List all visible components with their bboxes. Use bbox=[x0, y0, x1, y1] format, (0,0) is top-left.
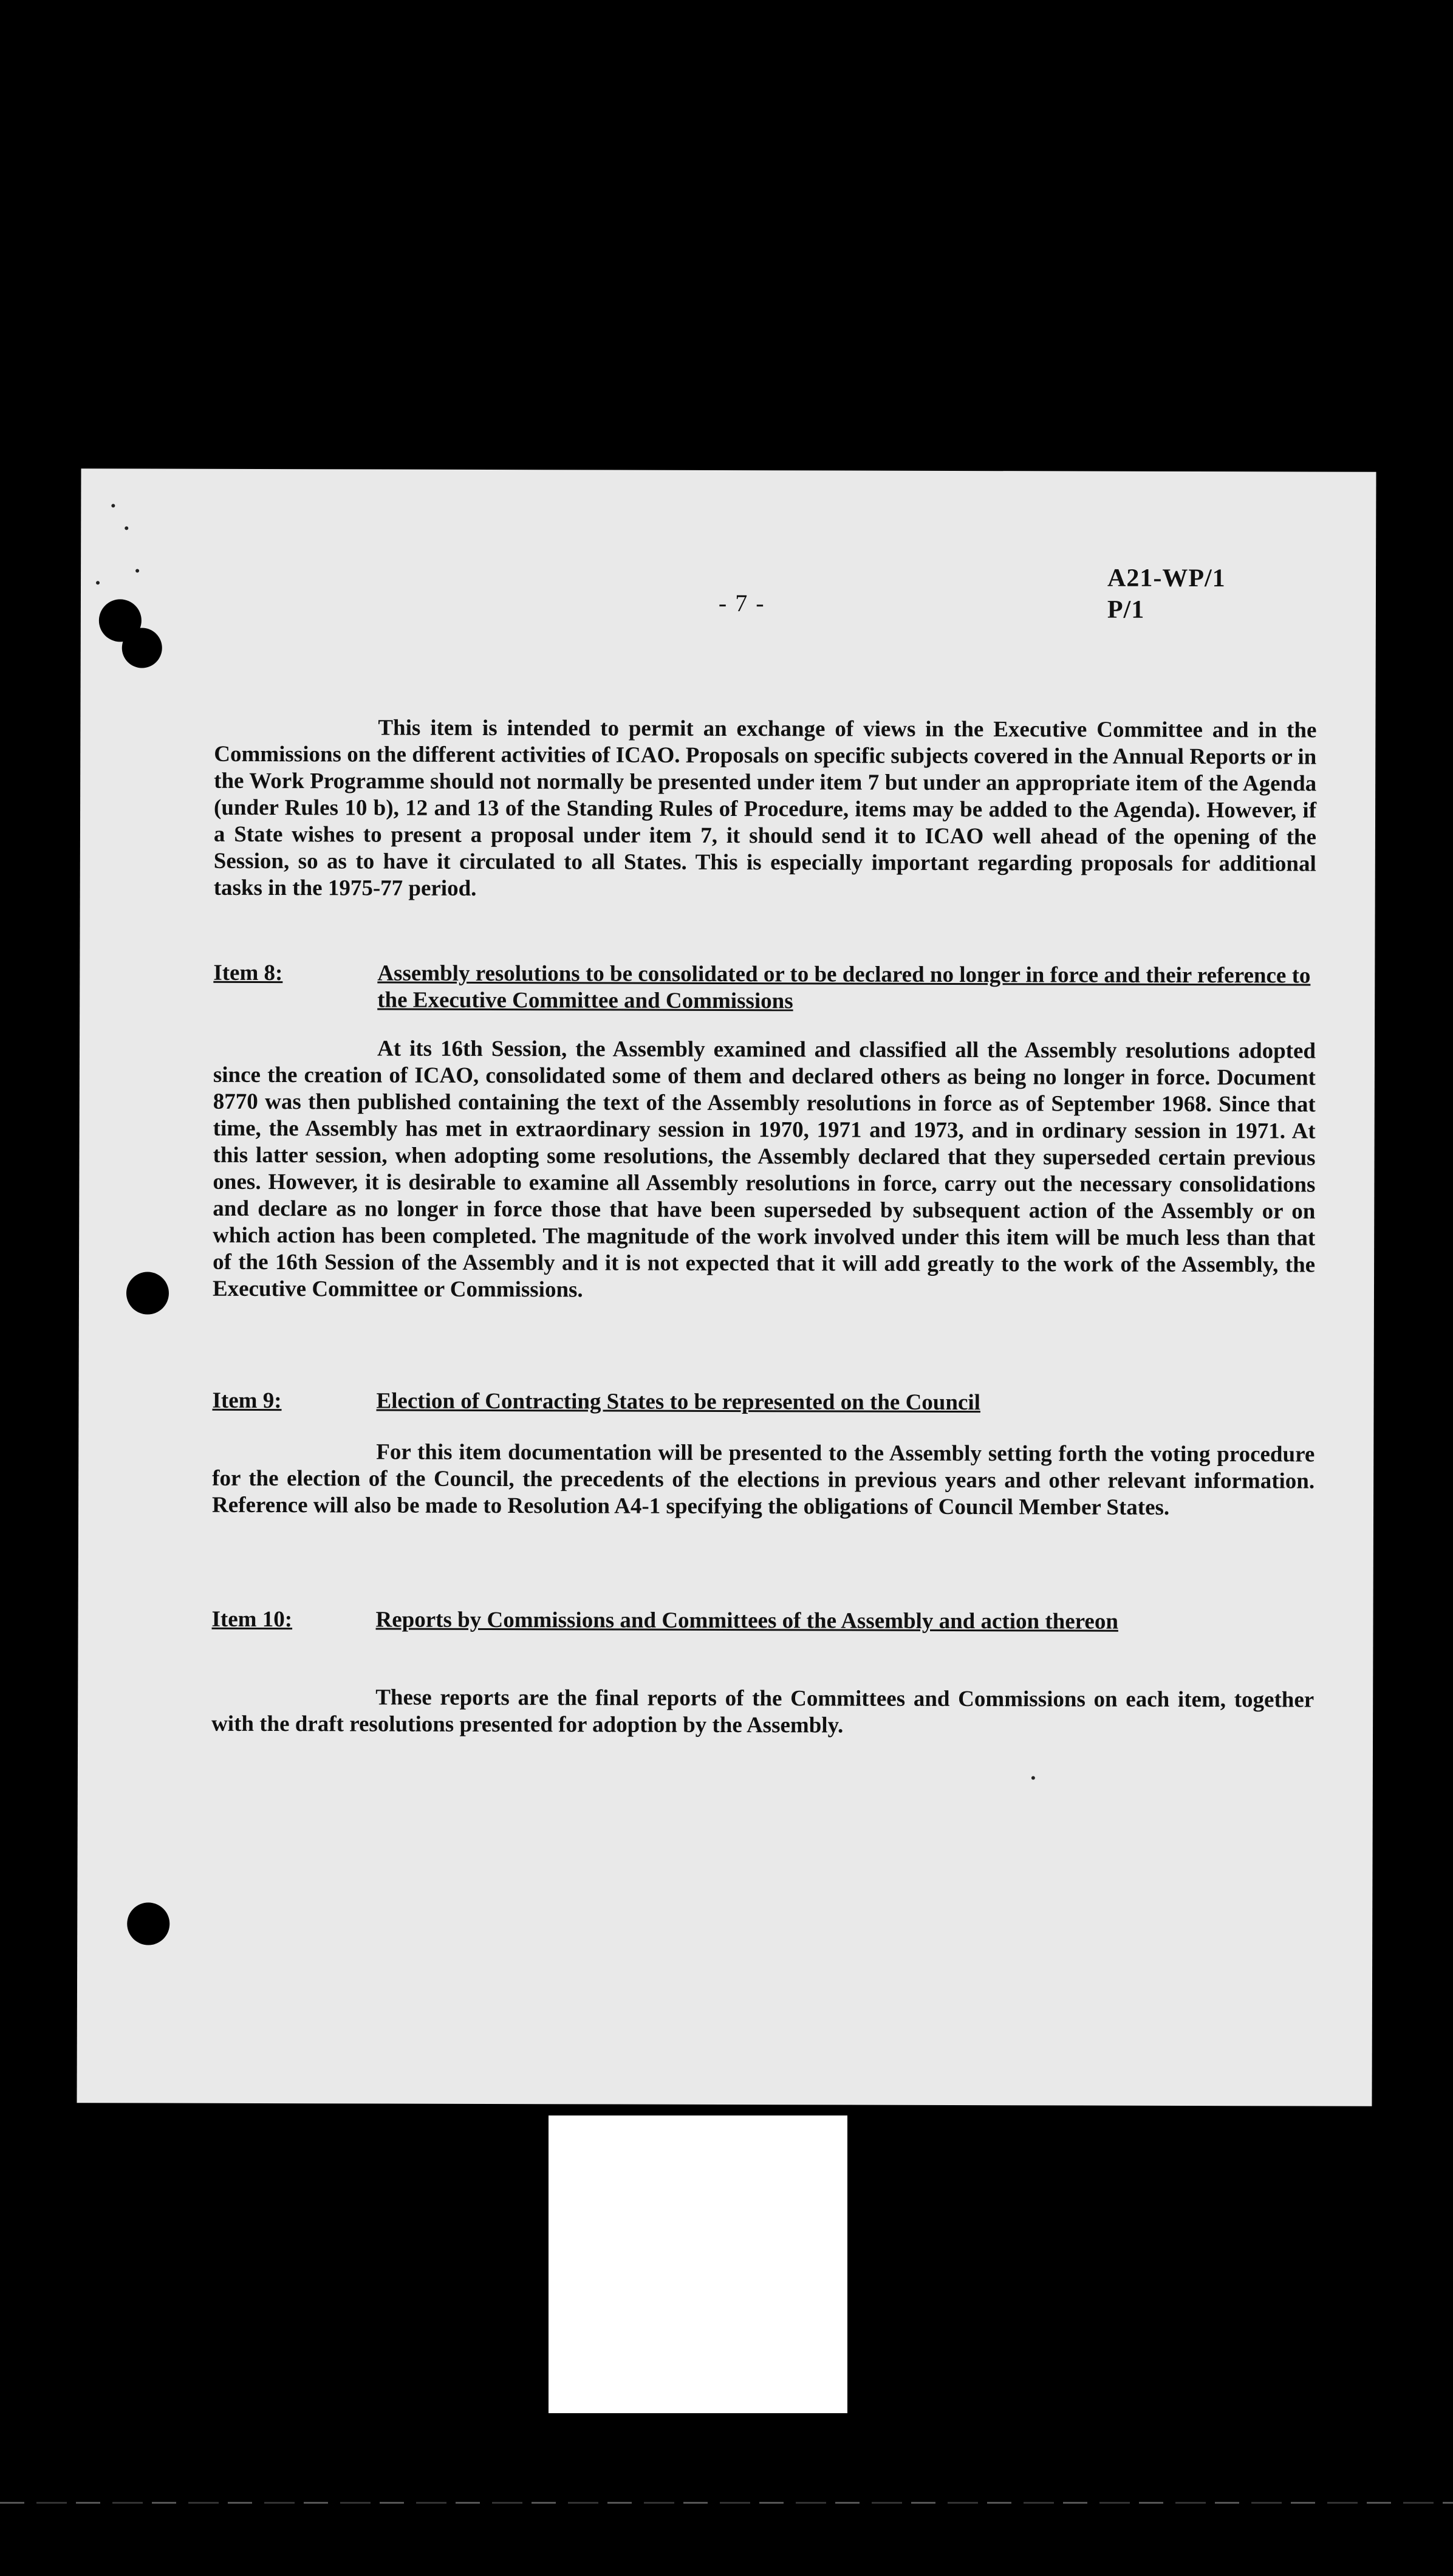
item-10-label: Item 10: bbox=[211, 1606, 293, 1632]
punch-hole-bottom bbox=[127, 1902, 169, 1945]
page-number: - 7 - bbox=[718, 589, 765, 617]
punch-hole-top-shadow bbox=[122, 628, 162, 668]
item-10-title: Reports by Commissions and Committees of the Assembly and action thereon bbox=[375, 1607, 1118, 1634]
document-page bbox=[77, 468, 1376, 2106]
intro-paragraph: This item is intended to permit an exchange of views in the Executive Committee and in the Commissions on the different activities of ICAO. Proposals on specific subjects covered in the Annual Reports or in the Work Programme should not normally be presented under item 7 but under an appropriate item of the Agenda (under Rules 10 b), 12 and 13 of the Standing Rules of Procedure, items may be added to the Agenda). However, if a State wishes to present a proposal under item 7, it should send it to ICAO well ahead of the opening of the Session, so as to have it circulated to all States. This is especially important regarding proposals for additional tasks in the 1975-77 period. bbox=[213, 715, 1317, 901]
item-9-body: For this item documentation will be presented to the Assembly setting forth the voting procedure for the election of the Council, the precedents of the elections in previous years and other relevant information. Reference will also be made to Resolution A4-1 specifying the obligations of Council Member States. bbox=[212, 1439, 1315, 1520]
document-reference-line-2: P/1 bbox=[1107, 595, 1145, 624]
item-9-title: Election of Contracting States to be represented on the Council bbox=[376, 1388, 981, 1416]
scan-speck bbox=[1031, 1776, 1035, 1780]
blank-card-stub bbox=[549, 2115, 847, 2413]
scan-speck bbox=[111, 504, 115, 507]
item-9-label: Item 9: bbox=[212, 1388, 282, 1414]
item-8-body: At its 16th Session, the Assembly examined and classified all the Assembly resolutions adopted since the creation of ICAO, consolidated some of them and declared others as being no longer in force. Document 8770 was then published containing the text of the Assembly resolutions in force as of September 1968. Since that time, the Assembly has met in extraordinary session in 1970, 1971 and 1973, and in ordinary session in 1971. At this latter session, when adopting some resolutions, the Assembly declared that they superseded certain previous ones. However, it is desirable to examine all Assembly resolutions in force, carry out the necessary consolidations and declare as no longer in force those that have been superseded by subsequent action of the Assembly or on which action has been completed. The magnitude of the work involved under this item will be much less than that of the 16th Session of the Assembly and it is not expected that it will add greatly to the work of the Assembly, the Executive Committee or Commissions. bbox=[212, 1036, 1316, 1303]
scan-speck bbox=[96, 581, 100, 584]
item-10-body: These reports are the final reports of the Committees and Commissions on each item, together with the draft resolutions presented for adoption by the Assembly. bbox=[211, 1685, 1315, 1738]
item-8-title: Assembly resolutions to be consolidated or to be declared no longer in force and their reference to the Executive Committee and Commissions bbox=[377, 961, 1311, 1014]
scan-edge-line bbox=[0, 2502, 1453, 2504]
scan-speck bbox=[135, 569, 139, 572]
scan-speck bbox=[125, 526, 128, 530]
punch-hole-middle bbox=[126, 1272, 169, 1314]
item-8-label: Item 8: bbox=[213, 960, 283, 986]
document-reference bbox=[1107, 563, 1226, 626]
document-reference-line-1: A21-WP/1 bbox=[1107, 564, 1226, 593]
